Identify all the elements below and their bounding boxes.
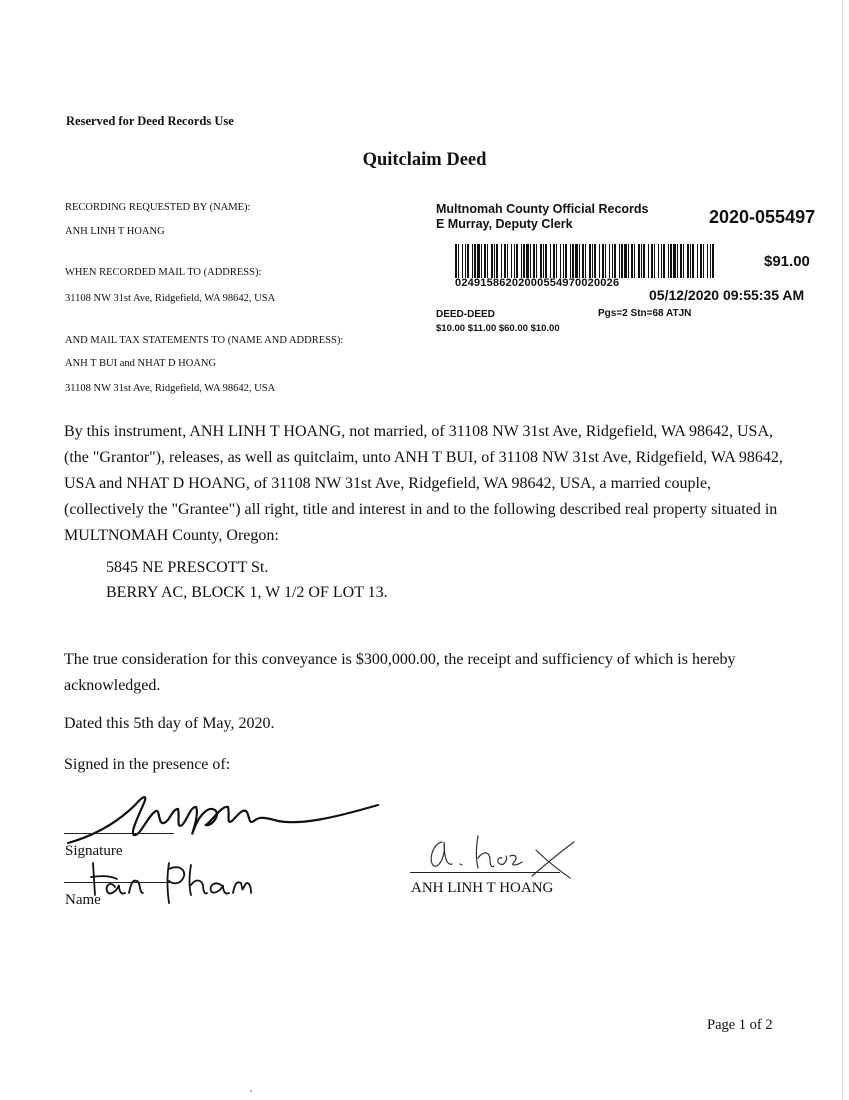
consideration-paragraph: The true consideration for this conveyance is $300,000.00, the receipt and sufficiency of which is hereby acknowledged. <box>64 651 736 694</box>
barcode-bar <box>707 244 708 278</box>
barcode-bar <box>540 244 542 278</box>
barcode-bar <box>585 244 586 278</box>
barcode-bar <box>589 244 591 278</box>
barcode-bar <box>514 244 515 278</box>
barcode-bar <box>467 244 469 278</box>
barcode-bar <box>648 244 649 278</box>
barcode-number: 02491586202000554970020026 <box>455 277 620 289</box>
barcode-bar <box>543 244 544 278</box>
document-type: DEED-DEED <box>436 309 495 320</box>
barcode-bar <box>572 244 574 278</box>
barcode-bar <box>609 244 610 278</box>
stamp-org <box>436 202 649 232</box>
barcode-bar <box>692 244 694 278</box>
barcode-bar <box>605 244 606 278</box>
requested-by-label: RECORDING REQUESTED BY (NAME): <box>65 202 251 213</box>
barcode-bar <box>602 244 604 278</box>
barcode-bar <box>697 244 698 278</box>
barcode-bar <box>511 244 512 278</box>
barcode-bar <box>563 244 564 278</box>
barcode-bar <box>683 244 684 278</box>
barcode-bar <box>545 244 547 278</box>
barcode-bar <box>631 244 633 278</box>
barcode-bar <box>592 244 593 278</box>
barcode-bar <box>487 244 488 278</box>
scan-speck <box>250 1090 252 1092</box>
page-number: Page 1 of 2 <box>707 1017 773 1033</box>
requested-by-name: ANH LINH T HOANG <box>65 226 165 237</box>
barcode-bar <box>621 244 623 278</box>
tax-statements-address: 31108 NW 31st Ave, Ridgefield, WA 98642, USA <box>65 383 276 394</box>
barcode-bar <box>703 244 704 278</box>
barcode-bar <box>565 244 567 278</box>
stamp-org-line2: E Murray, Deputy Clerk <box>436 217 573 231</box>
barcode-bar <box>677 244 678 278</box>
reserved-note: Reserved for Deed Records Use <box>66 114 234 128</box>
grantor-signature-icon <box>420 828 580 888</box>
barcode-bar <box>526 244 529 278</box>
barcode-bar <box>504 244 506 278</box>
barcode-bar <box>712 244 714 278</box>
barcode-bar <box>687 244 689 278</box>
barcode-bar <box>579 244 580 278</box>
barcode-bar <box>474 244 476 278</box>
barcode-bar <box>643 244 645 278</box>
barcode-bar <box>670 244 672 278</box>
signed-presence-line: Signed in the presence of: <box>64 756 231 773</box>
barcode-bar <box>491 244 493 278</box>
barcode-bar <box>654 244 655 278</box>
signature-label: Signature <box>65 843 123 859</box>
mail-to-label: WHEN RECORDED MAIL TO (ADDRESS): <box>65 267 262 278</box>
barcode-bar <box>477 244 480 278</box>
barcode-bar <box>496 244 498 278</box>
grantor-name: ANH LINH T HOANG <box>411 880 554 896</box>
barcode-bar <box>455 244 457 278</box>
tax-statements-label: AND MAIL TAX STATEMENTS TO (NAME AND ADDRESS): <box>65 335 344 346</box>
barcode-bar <box>523 244 525 278</box>
barcode-bar <box>530 244 531 278</box>
mail-to-address: 31108 NW 31st Ave, Ridgefield, WA 98642, USA <box>65 293 276 304</box>
recording-fee-total: $91.00 <box>764 253 810 270</box>
barcode-bar <box>658 244 659 278</box>
barcode-bar <box>553 244 555 278</box>
barcode-bar <box>494 244 495 278</box>
pages-info: Pgs=2 Stn=68 ATJN <box>598 308 692 319</box>
barcode-bar <box>663 244 665 278</box>
barcode-bar <box>458 244 459 278</box>
recording-datetime: 05/12/2020 09:55:35 AM <box>649 287 805 303</box>
barcode-bar <box>668 244 669 278</box>
barcode-bar <box>673 244 676 278</box>
document-number: 2020-055497 <box>709 207 816 227</box>
barcode-bar <box>521 244 522 278</box>
barcode-bar <box>651 244 653 278</box>
barcode-bar <box>570 244 571 278</box>
barcode-bar <box>690 244 691 278</box>
barcode-bar <box>582 244 584 278</box>
barcode-bar <box>507 244 508 278</box>
barcode-bar <box>481 244 482 278</box>
barcode-bar <box>628 244 629 278</box>
barcode-bar <box>624 244 627 278</box>
barcode-bar <box>700 244 702 278</box>
barcode-bar <box>550 244 551 278</box>
recording-stamp <box>436 202 826 342</box>
document-title: Quitclaim Deed <box>362 150 487 170</box>
barcode-bar <box>472 244 473 278</box>
barcode-bar <box>575 244 578 278</box>
fee-breakdown: $10.00 $11.00 $60.00 $10.00 <box>436 323 560 334</box>
barcode-bar <box>462 244 463 278</box>
dated-line: Dated this 5th day of May, 2020. <box>64 715 275 732</box>
barcode-bar <box>465 244 466 278</box>
barcode-bar <box>533 244 535 278</box>
barcode-bar <box>560 244 561 278</box>
barcode-bar <box>619 244 620 278</box>
barcode-bar <box>612 244 613 278</box>
name-label: Name <box>65 892 101 908</box>
barcode-bar <box>634 244 635 278</box>
barcode-bar <box>638 244 640 278</box>
barcode-bar <box>641 244 642 278</box>
barcode-bar <box>594 244 596 278</box>
stamp-org-line1: Multnomah County Official Records <box>436 202 649 216</box>
barcode-bar <box>710 244 711 278</box>
barcode-bar <box>599 244 600 278</box>
property-address: 5845 NE PRESCOTT St. <box>106 559 269 576</box>
barcode-bar <box>484 244 486 278</box>
witness-signature-line <box>64 833 174 834</box>
barcode-bar <box>680 244 682 278</box>
conveyance-paragraph: By this instrument, ANH LINH T HOANG, not married, of 31108 NW 31st Ave, Ridgefield, WA 98642, USA, (the "Grantor"), releases, as well as quitclaim, unto ANH T BUI, of 31108 NW 31st Ave, Ridgefield, WA 98642, USA and NHAT D HOANG, of 31108 NW 31st Ave, Ridgefield, WA 98642, USA, a married couple, (collectively the "Grantee") all right, title and interest in and to the following described real property situated in MULTNOMAH County, Oregon: <box>64 423 783 544</box>
witness-name-handwriting-icon <box>85 855 255 905</box>
tax-statements-name: ANH T BUI and NHAT D HOANG <box>65 358 217 369</box>
property-legal-description: BERRY AC, BLOCK 1, W 1/2 OF LOT 13. <box>106 584 388 601</box>
grantor-signature-line <box>410 872 560 873</box>
barcode-bar <box>661 244 662 278</box>
barcode-bar <box>556 244 557 278</box>
barcode-icon <box>455 244 715 278</box>
barcode-bar <box>501 244 502 278</box>
barcode-bar <box>536 244 537 278</box>
witness-name-line <box>64 882 172 883</box>
barcode-bar <box>516 244 518 278</box>
barcode-bar <box>614 244 616 278</box>
